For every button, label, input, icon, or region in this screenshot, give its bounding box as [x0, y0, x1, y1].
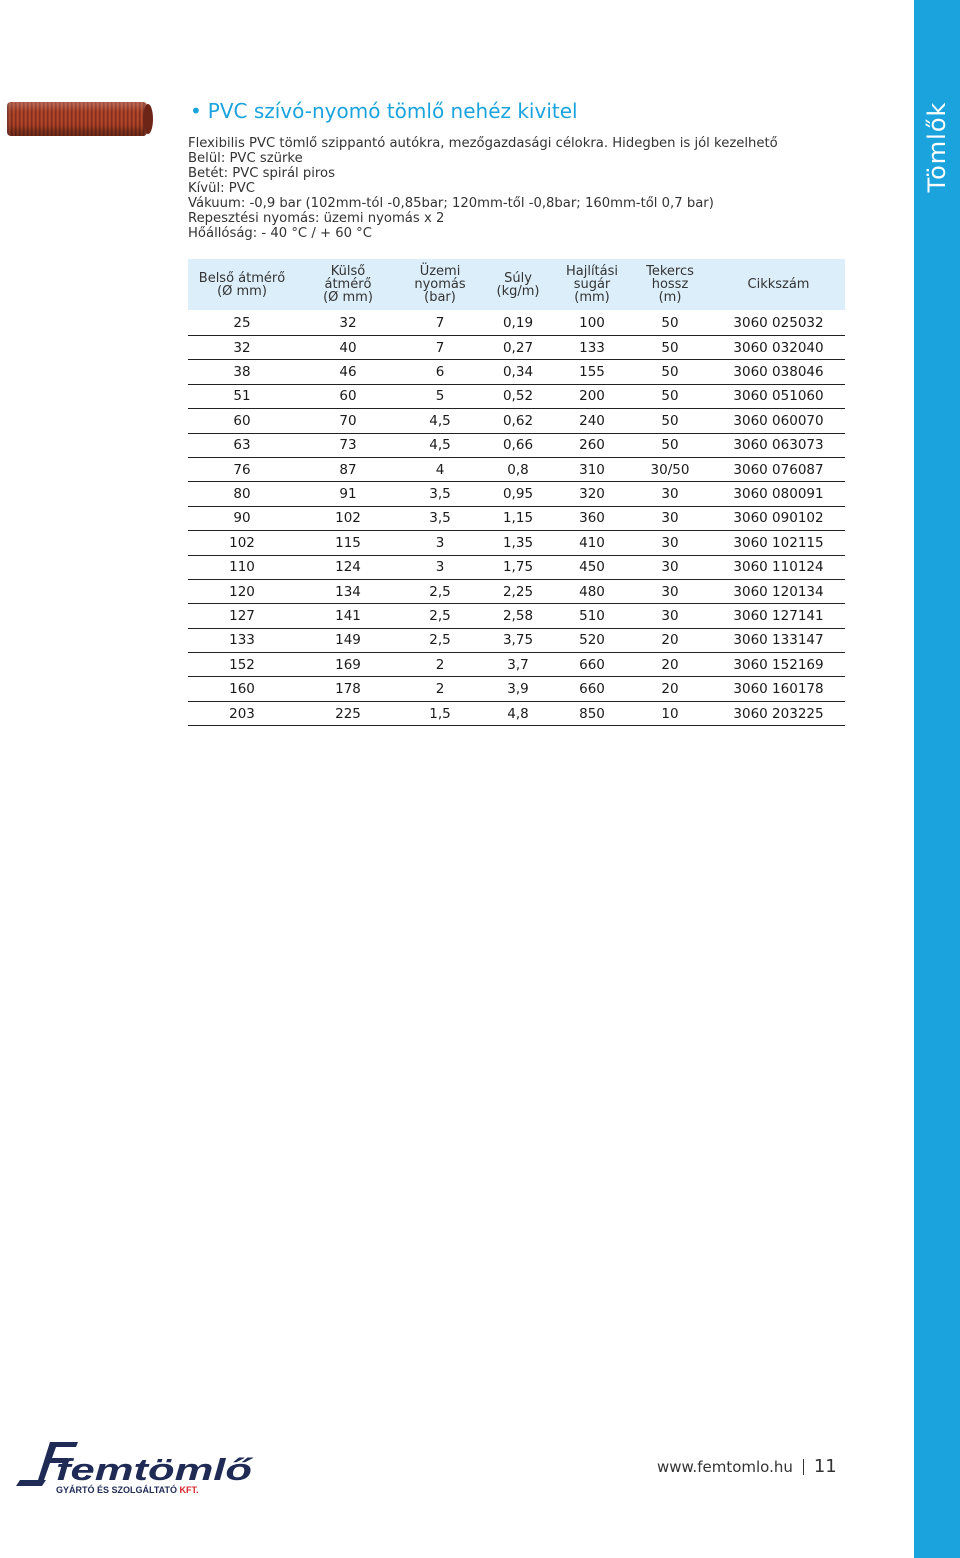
header-line: (Ø mm) [323, 290, 373, 305]
table-cell: 127 [188, 604, 296, 628]
footer-divider [803, 1459, 804, 1475]
table-cell: 3060 090102 [712, 506, 845, 530]
header-line: Üzemi [419, 264, 461, 279]
table-cell: 1,75 [480, 555, 556, 579]
product-description [188, 136, 778, 241]
table-header-row [188, 259, 845, 310]
bullet-icon: • [190, 99, 202, 123]
table-cell: 3060 120134 [712, 579, 845, 603]
col-header-bend-radius [556, 259, 628, 310]
table-row [188, 555, 845, 579]
table-row [188, 384, 845, 408]
table-cell: 10 [628, 701, 712, 725]
table-cell: 100 [556, 310, 628, 336]
table-cell: 4,8 [480, 701, 556, 725]
table-cell: 260 [556, 433, 628, 457]
table-cell: 102 [188, 531, 296, 555]
header-line: hossz [651, 277, 689, 292]
header-line: Hajlítási [565, 264, 619, 279]
table-cell: 2,58 [480, 604, 556, 628]
table-cell: 30 [628, 604, 712, 628]
table-cell: 660 [556, 677, 628, 701]
table-cell: 4,5 [400, 433, 480, 457]
table-cell: 3,7 [480, 653, 556, 677]
table-cell: 3,75 [480, 628, 556, 652]
table-cell: 63 [188, 433, 296, 457]
table-cell: 3060 102115 [712, 531, 845, 555]
table-row [188, 457, 845, 481]
table-cell: 80 [188, 482, 296, 506]
table-cell: 25 [188, 310, 296, 336]
desc-line: Betét: PVC spirál piros [188, 166, 335, 181]
col-header-outer-diameter [296, 259, 400, 310]
table-cell: 178 [296, 677, 400, 701]
col-header-coil-length [628, 259, 712, 310]
table-cell: 87 [296, 457, 400, 481]
table-row [188, 604, 845, 628]
table-row [188, 506, 845, 530]
header-line: (bar) [424, 290, 456, 305]
table-cell: 3 [400, 531, 480, 555]
product-title [190, 99, 578, 123]
table-cell: 124 [296, 555, 400, 579]
desc-line: Flexibilis PVC tömlő szippantó autókra, mezőgazdasági célokra. Hidegben is jól kezelhető [188, 136, 778, 151]
table-row [188, 409, 845, 433]
table-cell: 3060 203225 [712, 701, 845, 725]
website-link[interactable]: www.femtomlo.hu [657, 1458, 793, 1476]
header-line: Súly [504, 270, 532, 286]
table-cell: 7 [400, 336, 480, 360]
header-line: Belső átmérő [198, 270, 286, 286]
table-cell: 225 [296, 701, 400, 725]
table-cell: 60 [296, 384, 400, 408]
table-cell: 3 [400, 555, 480, 579]
table-cell: 510 [556, 604, 628, 628]
table-cell: 2,25 [480, 579, 556, 603]
product-title-text: PVC szívó-nyomó tömlő nehéz kivitel [207, 99, 578, 123]
desc-line: Kívül: PVC [188, 181, 255, 196]
table-row [188, 653, 845, 677]
col-header-weight [480, 259, 556, 310]
spec-table [188, 259, 845, 726]
header-line: (Ø mm) [217, 283, 267, 299]
table-cell: 51 [188, 384, 296, 408]
table-row [188, 701, 845, 725]
table-cell: 169 [296, 653, 400, 677]
header-line: átmérő [324, 277, 372, 292]
table-cell: 3,9 [480, 677, 556, 701]
table-cell: 155 [556, 360, 628, 384]
header-line: (kg/m) [496, 283, 540, 299]
table-cell: 30 [628, 531, 712, 555]
table-cell: 141 [296, 604, 400, 628]
table-cell: 240 [556, 409, 628, 433]
table-row [188, 433, 845, 457]
table-cell: 149 [296, 628, 400, 652]
section-label: Tömlők [923, 101, 951, 193]
table-cell: 6 [400, 360, 480, 384]
table-row [188, 628, 845, 652]
table-cell: 3,5 [400, 482, 480, 506]
table-cell: 3060 133147 [712, 628, 845, 652]
table-cell: 3060 025032 [712, 310, 845, 336]
table-cell: 134 [296, 579, 400, 603]
table-cell: 3060 060070 [712, 409, 845, 433]
table-cell: 50 [628, 336, 712, 360]
table-row [188, 531, 845, 555]
logo-tagline [56, 1484, 199, 1495]
table-cell: 2,5 [400, 579, 480, 603]
desc-line: Repesztési nyomás: üzemi nyomás x 2 [188, 211, 445, 226]
table-cell: 4 [400, 457, 480, 481]
table-cell: 90 [188, 506, 296, 530]
table-cell: 20 [628, 677, 712, 701]
header-line: sugár [573, 277, 611, 292]
table-cell: 40 [296, 336, 400, 360]
side-tab-bar [914, 0, 960, 1558]
table-cell: 30/50 [628, 457, 712, 481]
table-cell: 200 [556, 384, 628, 408]
table-cell: 120 [188, 579, 296, 603]
desc-line: Vákuum: -0,9 bar (102mm-tól -0,85bar; 120mm-től -0,8bar; 160mm-től 0,7 bar) [188, 196, 714, 211]
table-cell: 133 [188, 628, 296, 652]
header-line: nyomás [414, 277, 466, 292]
table-row [188, 482, 845, 506]
table-cell: 20 [628, 653, 712, 677]
table-cell: 110 [188, 555, 296, 579]
table-cell: 3060 152169 [712, 653, 845, 677]
col-header-working-pressure [400, 259, 480, 310]
col-header-inner-diameter [188, 259, 296, 310]
table-cell: 0,34 [480, 360, 556, 384]
table-cell: 0,66 [480, 433, 556, 457]
table-cell: 203 [188, 701, 296, 725]
table-cell: 1,5 [400, 701, 480, 725]
table-row [188, 336, 845, 360]
table-cell: 50 [628, 360, 712, 384]
desc-line: Hőállóság: - 40 °C / + 60 °C [188, 226, 372, 241]
table-row [188, 310, 845, 336]
table-cell: 30 [628, 555, 712, 579]
table-cell: 3060 076087 [712, 457, 845, 481]
table-cell: 320 [556, 482, 628, 506]
table-cell: 0,52 [480, 384, 556, 408]
table-cell: 2,5 [400, 604, 480, 628]
table-cell: 60 [188, 409, 296, 433]
table-cell: 520 [556, 628, 628, 652]
table-cell: 0,19 [480, 310, 556, 336]
table-cell: 3060 127141 [712, 604, 845, 628]
table-cell: 410 [556, 531, 628, 555]
table-cell: 73 [296, 433, 400, 457]
table-cell: 0,95 [480, 482, 556, 506]
logo-tagline-suffix: KFT. [179, 1485, 199, 1495]
table-cell: 0,62 [480, 409, 556, 433]
table-cell: 70 [296, 409, 400, 433]
table-cell: 0,8 [480, 457, 556, 481]
table-cell: 50 [628, 409, 712, 433]
table-cell: 152 [188, 653, 296, 677]
table-cell: 50 [628, 384, 712, 408]
table-cell: 0,27 [480, 336, 556, 360]
logo-wordmark: femtömlő [56, 1452, 254, 1487]
table-cell: 5 [400, 384, 480, 408]
table-cell: 480 [556, 579, 628, 603]
table-cell: 660 [556, 653, 628, 677]
table-cell: 20 [628, 628, 712, 652]
hose-product-image [7, 102, 147, 136]
table-cell: 3060 160178 [712, 677, 845, 701]
table-row [188, 360, 845, 384]
table-cell: 76 [188, 457, 296, 481]
table-cell: 2 [400, 677, 480, 701]
table-cell: 2,5 [400, 628, 480, 652]
table-cell: 46 [296, 360, 400, 384]
page-footer [657, 1456, 837, 1477]
logo-tagline-main: GYÁRTÓ ÉS SZOLGÁLTATÓ [56, 1485, 177, 1495]
table-cell: 1,15 [480, 506, 556, 530]
table-cell: 3060 038046 [712, 360, 845, 384]
table-cell: 38 [188, 360, 296, 384]
table-cell: 3060 110124 [712, 555, 845, 579]
table-cell: 850 [556, 701, 628, 725]
logo-swoosh [16, 1480, 46, 1486]
table-cell: 310 [556, 457, 628, 481]
header-line: Tekercs [646, 264, 694, 279]
table-cell: 160 [188, 677, 296, 701]
table-cell: 102 [296, 506, 400, 530]
table-cell: 3,5 [400, 506, 480, 530]
table-cell: 450 [556, 555, 628, 579]
table-cell: 1,35 [480, 531, 556, 555]
table-cell: 32 [296, 310, 400, 336]
table-cell: 3060 063073 [712, 433, 845, 457]
company-logo [16, 1436, 256, 1496]
table-cell: 115 [296, 531, 400, 555]
desc-line: Belül: PVC szürke [188, 151, 303, 166]
col-header-article-number [712, 259, 845, 310]
page-number: 11 [813, 1456, 837, 1477]
table-cell: 50 [628, 433, 712, 457]
table-cell: 32 [188, 336, 296, 360]
table-cell: 30 [628, 482, 712, 506]
table-cell: 3060 080091 [712, 482, 845, 506]
table-cell: 360 [556, 506, 628, 530]
table-cell: 7 [400, 310, 480, 336]
table-row [188, 579, 845, 603]
header-line: (m) [658, 290, 682, 305]
table-cell: 4,5 [400, 409, 480, 433]
header-line: Cikkszám [747, 277, 810, 292]
table-cell: 3060 051060 [712, 384, 845, 408]
table-cell: 2 [400, 653, 480, 677]
table-cell: 133 [556, 336, 628, 360]
table-cell: 30 [628, 506, 712, 530]
header-line: Külső [330, 264, 366, 279]
table-row [188, 677, 845, 701]
table-cell: 3060 032040 [712, 336, 845, 360]
table-cell: 91 [296, 482, 400, 506]
table-cell: 50 [628, 310, 712, 336]
table-cell: 30 [628, 579, 712, 603]
header-line: (mm) [574, 290, 610, 305]
